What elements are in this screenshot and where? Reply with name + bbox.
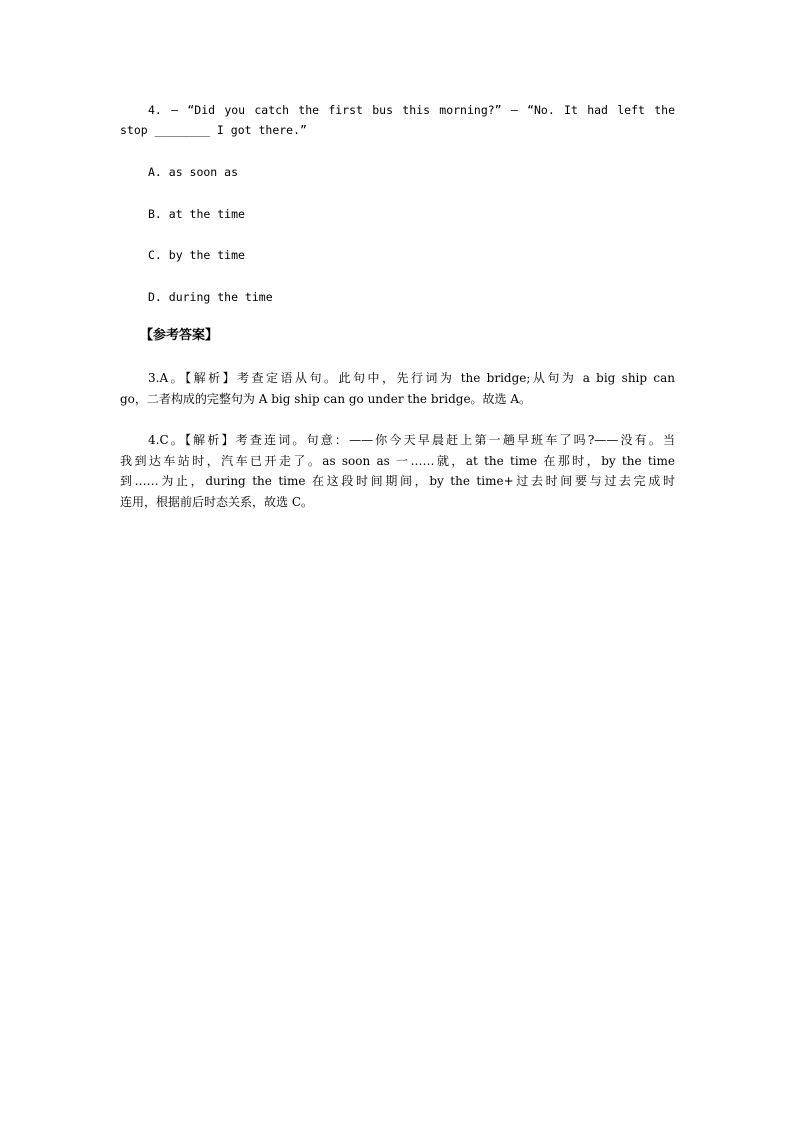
- answer-3-row-1: 3.A。【解析】考查定语从句。此句中，先行词为 the bridge;从句为 a big ship can: [148, 371, 675, 385]
- answer-3-explanation: [120, 368, 675, 409]
- answer-4-row-4: 连用，根据前后时态关系，故选 C。: [120, 494, 313, 509]
- answer-4-row-2: 我到达车站时，汽车已开走了。as soon as 一……就，at the time 在那时，by the time: [120, 453, 675, 468]
- question-line-2: stop ________ I got there.”: [120, 123, 307, 137]
- answer-3-row-2: go，二者构成的完整句为 A big ship can go under the bridge。故选 A。: [120, 391, 532, 406]
- question-line-1: 4. — “Did you catch the first bus this morning?” — “No. It had left the: [148, 103, 675, 117]
- option-b: B. at the time: [148, 207, 245, 221]
- option-d: D. during the time: [148, 290, 273, 304]
- option-c: C. by the time: [148, 248, 245, 262]
- answer-4-row-1: 4.C。【解析】考查连词。句意：——你今天早晨赶上第一趟早班车了吗?——没有。当: [148, 433, 675, 447]
- option-a: A. as soon as: [148, 165, 239, 179]
- answer-4-explanation: [120, 430, 675, 512]
- answer-4-row-3: 到……为止，during the time 在这段时间期间，by the time+过去时间要与过去完成时: [120, 474, 675, 488]
- answer-heading: 【参考答案】: [140, 328, 219, 343]
